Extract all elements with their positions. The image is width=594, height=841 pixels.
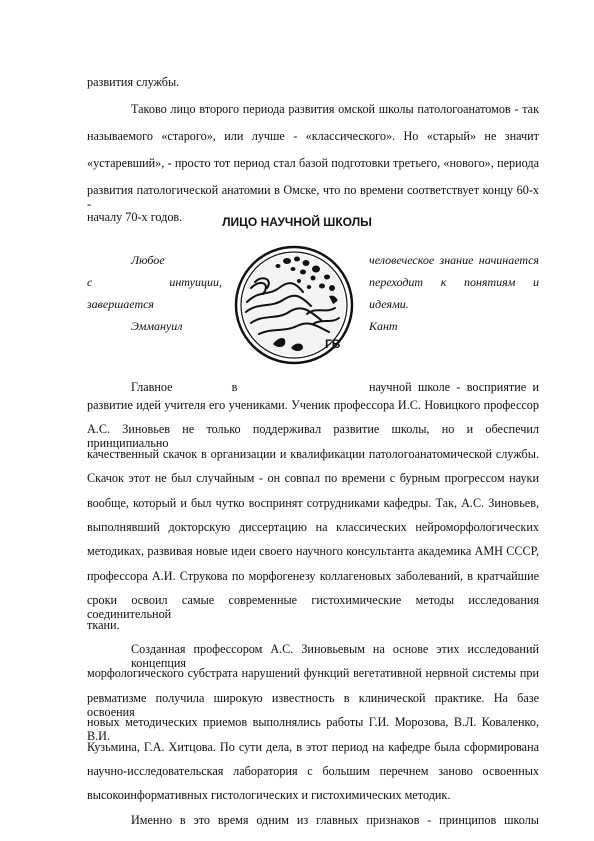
text-line: сроки освоил самые современные гистохимические методы исследования соединительной: [87, 593, 539, 621]
text-line: Таково лицо второго периода развития омской школы патологоанатомов - так: [131, 102, 539, 116]
text-line: качественный скачок в организации и квалификации патологоанатомической службы.: [87, 447, 539, 461]
text-line: выполнявший докторскую диссертацию на классических нейроморфологических: [87, 520, 539, 534]
epigraph-right-line: переходит к понятиям и: [369, 275, 539, 289]
text-line: научно-исследовательская лаборатория с большим перечнем заново освоенных: [87, 764, 539, 778]
text-line: называемого «старого», или лучше - «классического». Но «старый» не значит: [87, 129, 539, 143]
text-line: [131, 380, 237, 394]
school-emblem-image: [233, 244, 355, 366]
text-line: началу 70-х годов.: [87, 210, 183, 224]
text-line: Созданная профессором А.С. Зиновьевым на основе этих исследований концепция: [131, 642, 539, 670]
text-line: ревматизме получила широкую известность в клинической практике. На базе освоения: [87, 691, 539, 719]
section-title: ЛИЦО НАУЧНОЙ ШКОЛЫ: [222, 215, 372, 229]
epigraph-left-line: завершается: [87, 297, 155, 311]
text-line: новых методических приемов выполнялись работы Г.И. Морозова, В.Л. Коваленко, В.И.: [87, 715, 539, 743]
epigraph-left-line: Эммануил: [131, 319, 183, 333]
text-line: Именно в это время одним из главных признаков - принципов школы: [131, 813, 539, 827]
epigraph-left-line: Любое: [131, 253, 165, 267]
text-line: ткани.: [87, 618, 120, 632]
text-fragment: Главное в: [131, 380, 238, 394]
text-line: развития патологической анатомии в Омске, что по времени соответствует концу 60-х -: [87, 183, 539, 211]
text-line: Скачок этот не был случайным - он совпал по времени с бурным прогрессом науки: [87, 471, 539, 485]
text-line: Кузьмина, Г.А. Хитцова. По сути дела, в этот период на кафедре была сформирована: [87, 740, 539, 754]
text-line: морфологического субстрата нарушений функций вегетативной нервной системы при: [87, 666, 539, 680]
text-line: высокоинформативных гистологических и гистохимических методик.: [87, 788, 451, 802]
epigraph-right-line: идеями.: [369, 297, 409, 311]
text-line: развития службы.: [87, 75, 180, 89]
text-line: «устаревший», - просто тот период стал базой подготовки третьего, «нового», периода: [87, 156, 539, 170]
emblem-monogram: ГВ: [325, 337, 341, 351]
epigraph-right-line: человеческое знание начинается: [369, 253, 539, 267]
text-line: А.С. Зиновьев не только поддерживал развитие школы, но и обеспечил принципиально: [87, 422, 539, 450]
epigraph-left-line: с интуиции,: [87, 275, 222, 289]
text-line: вообще, который и был чутко воспринят сотрудниками кафедры. Так, А.С. Зиновьев,: [87, 496, 539, 510]
text-line: развитие идей учителя его учениками. Ученик профессора И.С. Новицкого профессор: [87, 398, 539, 412]
text-line: методиках, развивая новые идеи своего научного консультанта академика АМН СССР,: [87, 544, 539, 558]
epigraph-right-line: Кант: [369, 319, 398, 333]
text-line: научной школе - восприятие и: [369, 380, 539, 394]
text-line: профессора А.И. Струкова по морфогенезу коллагеновых заболеваний, в кратчайшие: [87, 569, 539, 583]
